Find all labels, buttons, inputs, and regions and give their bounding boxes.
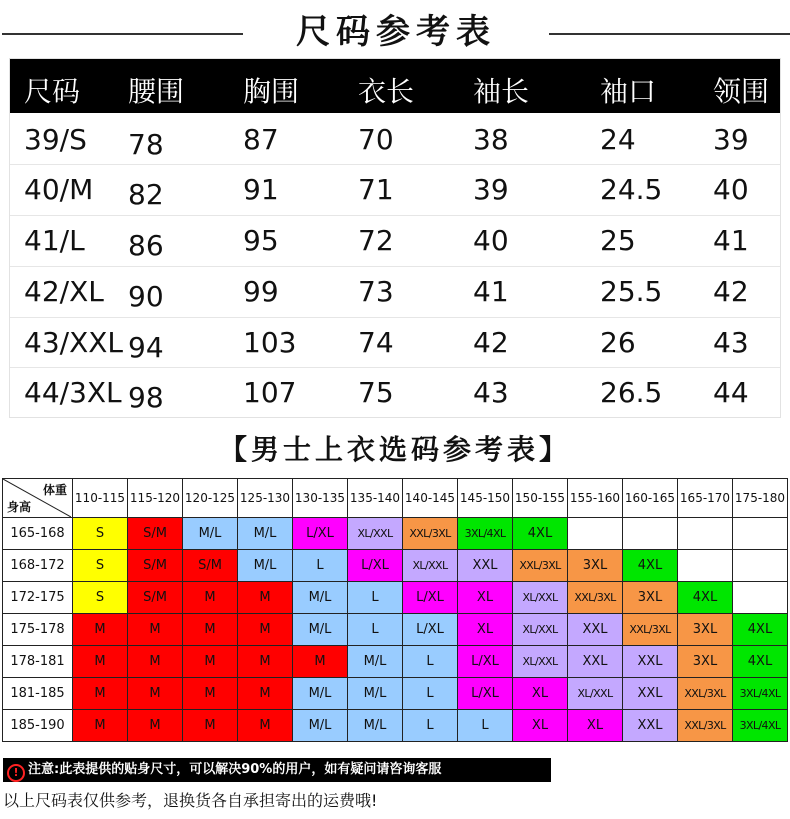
height-range-label: 165-168 (3, 518, 73, 550)
size-table-cell: 91 (243, 173, 279, 206)
size-table-cell: 73 (358, 275, 394, 308)
size-recommendation-cell: XXL/3XL (513, 550, 568, 582)
size-recommendation-cell: M (238, 678, 293, 710)
size-table-cell: 41/L (24, 224, 85, 257)
size-recommendation-cell: M (183, 646, 238, 678)
size-recommendation-cell: L (458, 710, 513, 742)
grid-weight-header-row (3, 479, 788, 518)
size-recommendation-cell: XXL/3XL (678, 678, 733, 710)
size-table-cell: 38 (473, 123, 509, 156)
warning-icon: ! (7, 764, 25, 782)
size-recommendation-cell: 3XL (678, 646, 733, 678)
size-recommendation-cell: M/L (238, 550, 293, 582)
title-right-rule (549, 33, 790, 35)
size-recommendation-cell: M (73, 710, 128, 742)
size-recommendation-cell: XL/XXL (513, 646, 568, 678)
size-recommendation-cell: M (183, 582, 238, 614)
fit-note-text: 注意:此表提供的贴身尺寸，可以解决90%的用户，如有疑问请咨询客服 (28, 762, 442, 777)
height-range-label: 181-185 (3, 678, 73, 710)
size-recommendation-cell: L/XL (458, 678, 513, 710)
size-recommendation-cell: M/L (293, 582, 348, 614)
size-table-cell: 26.5 (600, 376, 663, 409)
size-table-cell: 41 (473, 275, 509, 308)
size-recommendation-cell (733, 518, 788, 550)
size-recommendation-cell: M/L (183, 518, 238, 550)
weight-range-header: 150-155 (513, 479, 568, 518)
size-recommendation-cell: XXL/3XL (403, 518, 458, 550)
height-row (3, 678, 788, 710)
size-table-cell: 90 (128, 280, 164, 313)
size-recommendation-cell: S/M (128, 518, 183, 550)
size-recommendation-cell: M/L (238, 518, 293, 550)
size-recommendation-cell: L/XL (293, 518, 348, 550)
size-recommendation-cell: S/M (183, 550, 238, 582)
size-table-row (10, 368, 780, 418)
size-table-cell: 87 (243, 123, 279, 156)
height-range-label: 178-181 (3, 646, 73, 678)
size-table-cell: 44/3XL (24, 376, 122, 409)
size-recommendation-cell: M/L (348, 710, 403, 742)
height-range-label: 185-190 (3, 710, 73, 742)
size-table-cell: 98 (128, 381, 164, 414)
size-header-cell: 腰围 (128, 75, 185, 108)
title-left-rule (2, 33, 243, 35)
size-chart-title: 尺码参考表 (296, 12, 496, 52)
size-recommendation-cell: XXL (568, 614, 623, 646)
size-table-cell: 26 (600, 326, 636, 359)
size-table-cell: 103 (243, 326, 297, 359)
size-recommendation-cell: XXL/3XL (623, 614, 678, 646)
weight-range-header: 145-150 (458, 479, 513, 518)
size-recommendation-cell: L/XL (348, 550, 403, 582)
size-recommendation-cell: S (73, 518, 128, 550)
size-recommendation-cell: XXL (623, 710, 678, 742)
size-table-cell: 71 (358, 173, 394, 206)
size-table-header (10, 59, 780, 113)
size-header-cell: 尺码 (24, 75, 81, 108)
size-header-cell: 胸围 (243, 75, 300, 108)
size-recommendation-cell: M (73, 614, 128, 646)
size-table-cell: 70 (358, 123, 394, 156)
size-recommendation-cell (678, 550, 733, 582)
weight-range-header: 130-135 (293, 479, 348, 518)
size-recommendation-cell: M (238, 646, 293, 678)
size-recommendation-cell: M (238, 614, 293, 646)
size-recommendation-cell: XL (513, 678, 568, 710)
size-table-cell: 25 (600, 224, 636, 257)
size-table-cell: 94 (128, 331, 164, 364)
size-recommendation-cell: M/L (293, 678, 348, 710)
size-table-row (10, 216, 780, 266)
size-table-cell: 95 (243, 224, 279, 257)
size-recommendation-cell: S (73, 550, 128, 582)
size-header-cell: 袖口 (600, 75, 657, 108)
size-recommendation-cell: L/XL (403, 614, 458, 646)
size-table-cell: 42 (713, 275, 749, 308)
size-table-cell: 78 (128, 128, 164, 161)
size-table-cell: 43/XXL (24, 326, 124, 359)
weight-range-header: 165-170 (678, 479, 733, 518)
size-recommendation-cell: XXL/3XL (678, 710, 733, 742)
size-table-cell: 24 (600, 123, 636, 156)
size-table-cell: 86 (128, 229, 164, 262)
height-range-label: 168-172 (3, 550, 73, 582)
height-row (3, 646, 788, 678)
return-policy-text: 以上尺码表仅供参考，退换货各自承担寄出的运费哦! (3, 791, 378, 810)
size-recommendation-cell: XL/XXL (513, 582, 568, 614)
row-divider (10, 317, 780, 318)
size-table-cell: 82 (128, 178, 164, 211)
size-recommendation-cell: L (293, 550, 348, 582)
row-divider (10, 215, 780, 216)
size-table-cell: 39 (713, 123, 749, 156)
size-recommendation-cell: XL (568, 710, 623, 742)
size-table-cell: 24.5 (600, 173, 663, 206)
size-recommendation-cell: M (73, 646, 128, 678)
size-recommendation-cell: XL (513, 710, 568, 742)
size-recommendation-cell: M (73, 678, 128, 710)
row-divider (10, 164, 780, 165)
size-recommendation-cell: L/XL (403, 582, 458, 614)
size-recommendation-cell: L (403, 678, 458, 710)
size-recommendation-cell: XL/XXL (348, 518, 403, 550)
size-table-cell: 72 (358, 224, 394, 257)
height-row (3, 710, 788, 742)
size-recommendation-cell: 4XL (513, 518, 568, 550)
size-recommendation-cell: S (73, 582, 128, 614)
weight-range-header: 135-140 (348, 479, 403, 518)
size-recommendation-cell: XL/XXL (403, 550, 458, 582)
size-recommendation-cell: XL/XXL (568, 678, 623, 710)
size-recommendation-cell: XXL/3XL (568, 582, 623, 614)
size-recommendation-cell: 3XL/4XL (733, 678, 788, 710)
size-recommendation-cell: M/L (293, 710, 348, 742)
size-recommendation-cell: M (183, 678, 238, 710)
size-recommendation-cell (733, 550, 788, 582)
size-table-cell: 74 (358, 326, 394, 359)
size-recommendation-cell: L (403, 646, 458, 678)
size-recommendation-cell: XXL (623, 646, 678, 678)
size-table-cell: 42/XL (24, 275, 104, 308)
size-table-row (10, 115, 780, 165)
size-recommendation-cell: M (238, 582, 293, 614)
size-table-cell: 75 (358, 376, 394, 409)
size-recommendation-cell: M/L (348, 646, 403, 678)
weight-axis-label: 体重 (42, 483, 67, 497)
weight-range-header: 125-130 (238, 479, 293, 518)
size-recommendation-cell: XXL (568, 646, 623, 678)
weight-range-header: 160-165 (623, 479, 678, 518)
height-range-label: 172-175 (3, 582, 73, 614)
size-chart-title-bar (0, 0, 790, 60)
size-recommendation-cell: 4XL (733, 614, 788, 646)
size-header-cell: 领围 (713, 75, 770, 108)
size-recommendation-cell: M (128, 710, 183, 742)
size-table-row (10, 318, 780, 368)
height-axis-label: 身高 (7, 500, 32, 514)
size-recommendation-cell: L (403, 710, 458, 742)
size-recommendation-cell: M/L (348, 678, 403, 710)
mens-top-size-guide-title: 【男士上衣选码参考表】 (218, 433, 571, 466)
size-recommendation-cell: M (183, 614, 238, 646)
size-table-cell: 44 (713, 376, 749, 409)
size-recommendation-cell (733, 582, 788, 614)
size-table-cell: 39 (473, 173, 509, 206)
weight-range-header: 120-125 (183, 479, 238, 518)
weight-range-header: 110-115 (73, 479, 128, 518)
size-recommendation-cell: 3XL/4XL (733, 710, 788, 742)
size-recommendation-cell: 3XL (623, 582, 678, 614)
height-row (3, 518, 788, 550)
size-table-cell: 107 (243, 376, 297, 409)
size-table-cell: 39/S (24, 123, 87, 156)
size-recommendation-cell: 4XL (623, 550, 678, 582)
size-table-cell: 42 (473, 326, 509, 359)
size-recommendation-cell: S/M (128, 582, 183, 614)
weight-range-header: 140-145 (403, 479, 458, 518)
size-recommendation-cell: M/L (293, 614, 348, 646)
size-recommendation-cell: XL/XXL (513, 614, 568, 646)
size-header-cell: 袖长 (473, 75, 530, 108)
size-recommendation-cell: M (293, 646, 348, 678)
size-table-row (10, 267, 780, 317)
size-table-cell: 99 (243, 275, 279, 308)
grid-corner-cell (3, 479, 73, 518)
size-table-cell: 25.5 (600, 275, 663, 308)
height-range-label: 175-178 (3, 614, 73, 646)
size-recommendation-cell: 3XL (568, 550, 623, 582)
size-recommendation-cell: L (348, 582, 403, 614)
size-table-cell: 40/M (24, 173, 94, 206)
size-table-cell: 43 (713, 326, 749, 359)
row-divider (10, 266, 780, 267)
weight-range-header: 115-120 (128, 479, 183, 518)
size-recommendation-cell (678, 518, 733, 550)
size-recommendation-cell (568, 518, 623, 550)
height-row (3, 582, 788, 614)
height-row (3, 614, 788, 646)
size-recommendation-cell (623, 518, 678, 550)
weight-range-header: 155-160 (568, 479, 623, 518)
size-recommendation-cell: 4XL (733, 646, 788, 678)
size-recommendation-cell: XXL (458, 550, 513, 582)
size-recommendation-cell: XL (458, 582, 513, 614)
size-recommendation-cell: M (128, 614, 183, 646)
size-recommendation-cell: XXL (623, 678, 678, 710)
size-recommendation-cell: M (128, 646, 183, 678)
size-table-cell: 40 (473, 224, 509, 257)
size-recommendation-cell: 3XL/4XL (458, 518, 513, 550)
size-table-cell: 40 (713, 173, 749, 206)
size-recommendation-cell: 3XL (678, 614, 733, 646)
height-row (3, 550, 788, 582)
row-divider (10, 367, 780, 368)
size-recommendation-cell: L/XL (458, 646, 513, 678)
size-header-cell: 衣长 (358, 75, 415, 108)
size-table-cell: 43 (473, 376, 509, 409)
size-recommendation-cell: S/M (128, 550, 183, 582)
size-recommendation-cell: L (348, 614, 403, 646)
size-recommendation-cell: XL (458, 614, 513, 646)
height-weight-size-grid (2, 478, 788, 742)
size-recommendation-cell: M (128, 678, 183, 710)
size-table-row (10, 165, 780, 215)
size-recommendation-cell: M (183, 710, 238, 742)
size-recommendation-cell: 4XL (678, 582, 733, 614)
size-recommendation-cell: M (238, 710, 293, 742)
weight-range-header: 175-180 (733, 479, 788, 518)
size-measurement-table (9, 58, 781, 418)
fit-note-bar (3, 758, 551, 782)
size-table-cell: 41 (713, 224, 749, 257)
